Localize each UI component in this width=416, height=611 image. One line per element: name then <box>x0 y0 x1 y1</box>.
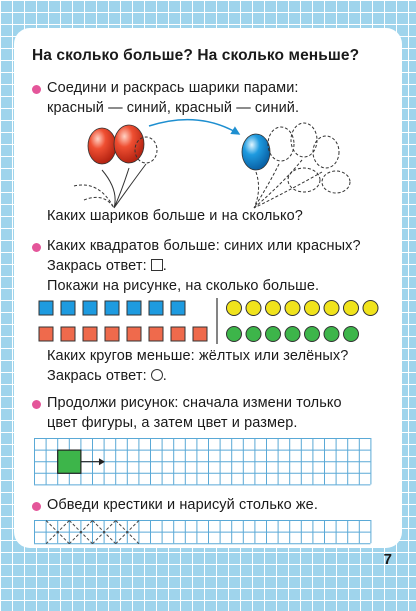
blue-square <box>105 301 119 315</box>
task2-line2: Закрась ответ: <box>47 258 147 274</box>
shapes-figure <box>34 296 374 346</box>
task2-line1: Каких квадратов больше: синих или красных? <box>47 238 361 254</box>
task1-line2: красный — синий, красный — синий. <box>47 100 300 116</box>
green-circle <box>227 327 242 342</box>
green-circle <box>324 327 339 342</box>
answer-circle-box[interactable] <box>151 369 163 381</box>
task2-answer-line: Закрась ответ: . <box>47 258 167 274</box>
task2-line4: Каких кругов меньше: жёлтых или зелёных? <box>47 348 349 364</box>
yellow-circle <box>324 301 339 316</box>
red-square <box>127 327 141 341</box>
task2-line5: Закрась ответ: <box>47 368 147 384</box>
page-title: На сколько больше? На сколько меньше? <box>32 47 360 64</box>
page-number: 7 <box>383 551 392 568</box>
task2-answer-line-2: Закрась ответ: . <box>47 368 167 384</box>
yellow-circle <box>285 301 300 316</box>
yellow-circle <box>305 301 320 316</box>
drawing-grid-task3[interactable] <box>34 438 374 488</box>
drawing-grid-task4[interactable] <box>34 520 374 546</box>
green-circle <box>266 327 281 342</box>
red-balloons <box>74 125 157 208</box>
yellow-circle <box>266 301 281 316</box>
workbook-page <box>14 28 402 568</box>
red-square <box>83 327 97 341</box>
pair-arrow <box>149 120 239 134</box>
yellow-circle <box>246 301 261 316</box>
task3-line1: Продолжи рисунок: сначала измени только <box>47 395 342 411</box>
blue-square <box>83 301 97 315</box>
blue-square <box>171 301 185 315</box>
green-circle <box>285 327 300 342</box>
blue-square <box>149 301 163 315</box>
balloons-illustration <box>74 120 374 210</box>
answer-square-box[interactable] <box>151 259 163 271</box>
yellow-circle <box>227 301 242 316</box>
green-circle <box>344 327 359 342</box>
red-square <box>171 327 185 341</box>
blue-square <box>61 301 75 315</box>
task4-line1: Обведи крестики и нарисуй столько же. <box>47 497 318 513</box>
red-square <box>61 327 75 341</box>
green-circle <box>246 327 261 342</box>
bullet-task3 <box>32 400 41 409</box>
bullet-task2 <box>32 243 41 252</box>
task1-question: Каких шариков больше и на сколько? <box>47 208 303 224</box>
red-square <box>193 327 207 341</box>
bullet-task4 <box>32 502 41 511</box>
blue-balloons <box>242 123 350 208</box>
blue-square <box>127 301 141 315</box>
bullet-task1 <box>32 85 41 94</box>
yellow-circle <box>363 301 378 316</box>
task2-line3: Покажи на рисунке, на сколько больше. <box>47 278 320 294</box>
task1-line1: Соедини и раскрась шарики парами: <box>47 80 299 96</box>
red-square <box>149 327 163 341</box>
task3-line2: цвет фигуры, а затем цвет и размер. <box>47 415 298 431</box>
green-square-figure <box>58 450 81 473</box>
green-circle <box>305 327 320 342</box>
grid-lines <box>34 520 371 544</box>
yellow-circle <box>344 301 359 316</box>
blue-square <box>39 301 53 315</box>
red-square <box>39 327 53 341</box>
red-square <box>105 327 119 341</box>
